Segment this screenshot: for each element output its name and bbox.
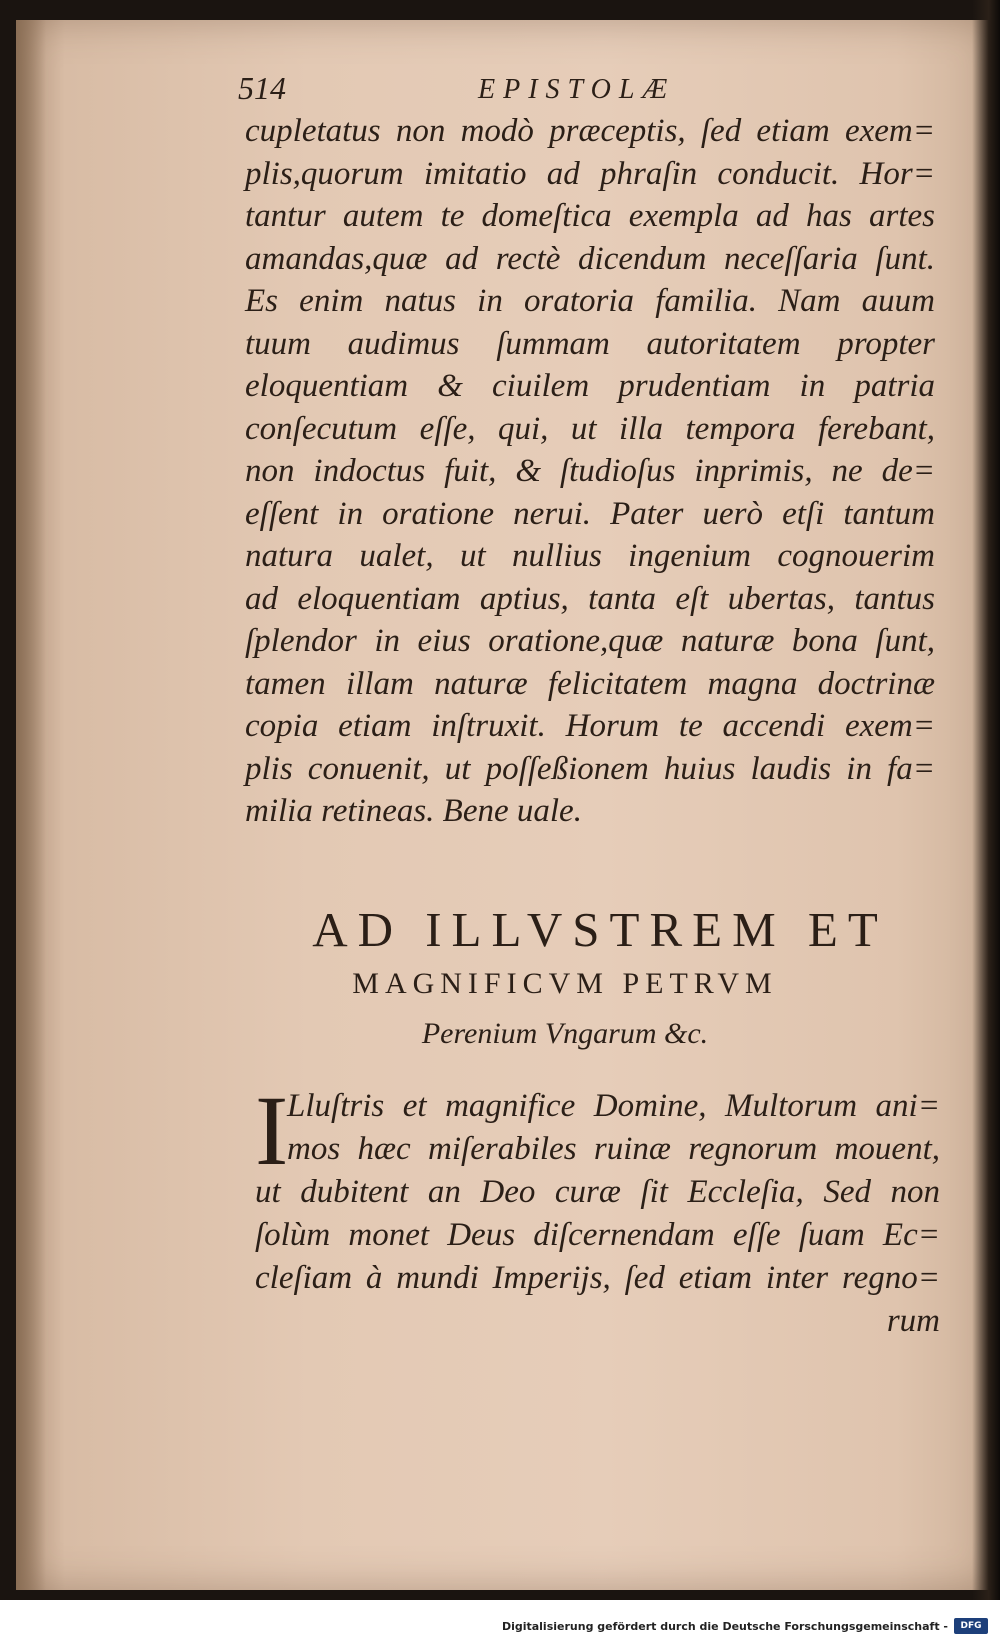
- page-header: [238, 70, 938, 114]
- page-right-edge: [972, 0, 1000, 1600]
- text-line: tantur autem te domeſtica exempla ad has artes: [245, 198, 935, 234]
- dfg-logo-icon: DFG: [954, 1618, 988, 1634]
- body-paragraph: [245, 110, 935, 833]
- catchword: rum: [886, 1303, 940, 1339]
- drop-capital: I: [255, 1075, 289, 1186]
- text-line: ad eloquentiam aptius, tanta eſt ubertas, tantus: [245, 580, 935, 617]
- running-head: EPISTOLÆ: [478, 74, 676, 105]
- heading-line-3: Perenium Vngarum &c.: [421, 1017, 709, 1050]
- text-line: Lluſtris et magnifice Domine, Multorum ani=: [287, 1088, 940, 1124]
- page-number: 514: [238, 70, 286, 106]
- page-gutter-shadow: [16, 20, 46, 1590]
- text-line: plis conuenit, ut poſſeßionem huius laudis in fa=: [245, 750, 935, 787]
- text-line: amandas,quæ ad rectè dicendum neceſſaria ſunt.: [245, 240, 935, 277]
- text-line: mos hæc miſerabiles ruinæ regnorum mouent,: [287, 1131, 940, 1167]
- text-line: ut dubitent an Deo curæ ſit Eccleſia, Sed non: [255, 1174, 940, 1210]
- text-line: eloquentiam & ciuilem prudentiam in patria: [245, 368, 935, 404]
- letter-body: [255, 1075, 940, 1343]
- heading-line-1: AD ILLVSTREM ET: [312, 902, 888, 957]
- text-line: cupletatus non modò præceptis, ſed etiam exem=: [245, 113, 935, 149]
- heading-line-2: MAGNIFICVM PETRVM: [352, 967, 778, 1000]
- text-line: ſolùm monet Deus diſcernendam eſſe ſuam Ec=: [255, 1217, 940, 1253]
- text-line: cleſiam à mundi Imperijs, ſed etiam inter regno=: [255, 1260, 940, 1296]
- letter-heading: [255, 900, 945, 1060]
- text-line: natura ualet, ut nullius ingenium cognouerim: [245, 538, 935, 574]
- text-line: plis,quorum imitatio ad phraſin conducit. Hor=: [245, 155, 935, 192]
- text-line: tuum audimus ſummam autoritatem propter: [245, 325, 935, 362]
- text-line: ſplendor in eius oratione,quæ naturæ bona ſunt,: [245, 623, 935, 659]
- text-line: eſſent in oratione nerui. Pater uerò etſi tantum: [245, 495, 935, 532]
- text-line: copia etiam inſtruxit. Horum te accendi exem=: [245, 708, 935, 744]
- text-line: conſecutum eſſe, qui, ut illa tempora ferebant,: [245, 410, 935, 447]
- text-line: Es enim natus in oratoria familia. Nam auum: [245, 283, 935, 319]
- text-line: milia retineas. Bene uale.: [245, 793, 582, 829]
- text-line: tamen illam naturæ felicitatem magna doctrinæ: [245, 665, 935, 702]
- text-line: non indoctus fuit, & ſtudioſus inprimis, ne de=: [245, 453, 935, 489]
- funding-credit: Digitalisierung gefördert durch die Deutsche Forschungsgemeinschaft -: [501, 1620, 948, 1633]
